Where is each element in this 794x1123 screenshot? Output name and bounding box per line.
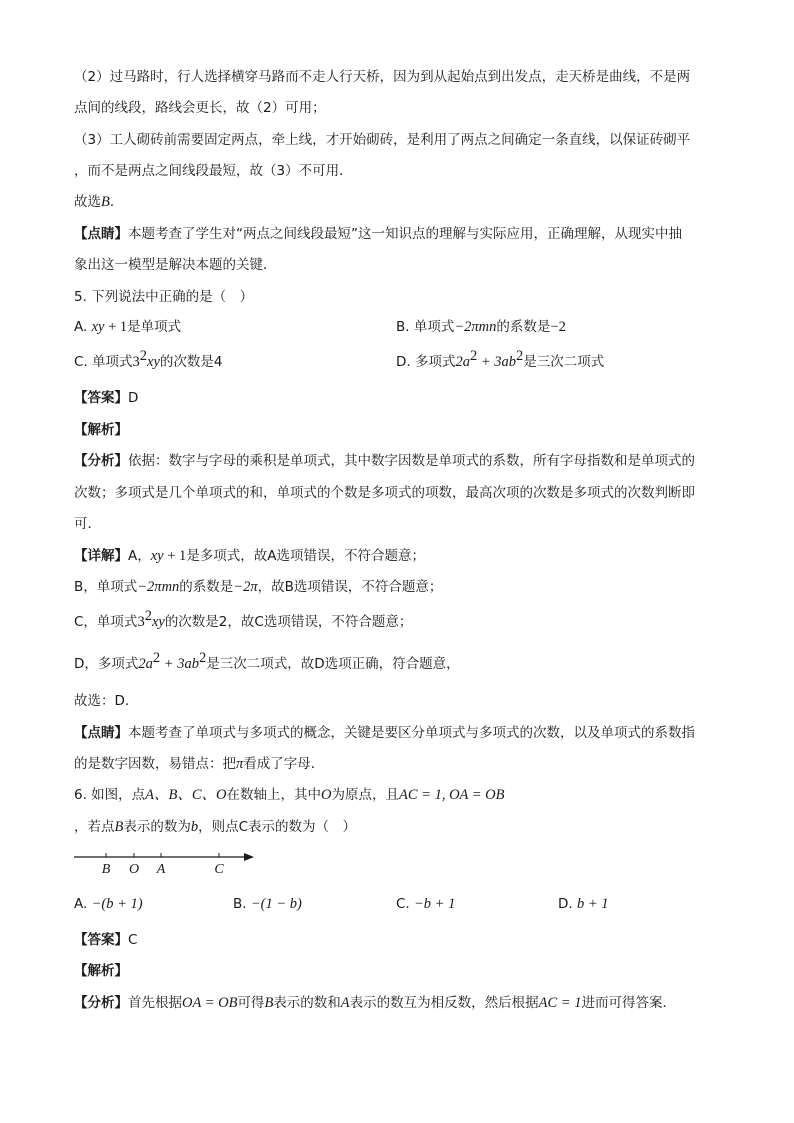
text-line: B，单项式−2πmn的系数是−2π，故B选项错误，不符合题意； [74, 579, 443, 595]
answer-5: 【答案】D [74, 390, 139, 406]
arrow-icon [244, 853, 254, 861]
text-line: ，若点B表示的数为b，则点C表示的数为（ ） [74, 819, 357, 835]
option-5c: C. 单项式$3^2xy$的次数是4 [74, 348, 223, 370]
point-label-o: O [128, 862, 140, 877]
answer-tag: 【答案】 [74, 932, 128, 948]
option-5d: D. 多项式$2a^2 + 3ab^2$是三次二项式 [396, 348, 605, 370]
option-6c: C. −b + 1 [396, 896, 456, 912]
number-line-figure [72, 846, 262, 878]
option-6d: D. b + 1 [558, 896, 609, 912]
analysis-tag: 【解析】 [74, 422, 128, 438]
text-line: D，多项式$2a^2 + 3ab^2$是三次二项式，故D选项正确，符合题意， [74, 650, 460, 672]
option-6a: A. −(b + 1) [74, 896, 143, 912]
dianjing-line: 【点睛】本题考查了单项式与多项式的概念，关键是要区分单项式与多项式的次数，以及单项式的系数指 [74, 725, 695, 741]
dianjing-tag: 【点睛】 [74, 725, 128, 741]
text-line: C，单项式$3^2xy$的次数是2，故C选项错误，不符合题意； [74, 608, 413, 630]
fenxi-tag: 【分析】 [74, 995, 128, 1011]
point-label-b: B [101, 862, 111, 877]
text-line: （2）过马路时，行人选择横穿马路而不走人行天桥，因为到从起始点到出发点，走天桥是曲线，不是两 [74, 69, 691, 85]
text-line: 故选B． [74, 194, 124, 210]
text-line: 的是数字因数，易错点：把π看成了字母． [74, 756, 325, 772]
answer-6: 【答案】C [74, 932, 138, 948]
dianjing-tag: 【点睛】 [74, 226, 128, 242]
fenxi-line: 【分析】依据：数字与字母的乘积是单项式，其中数字因数是单项式的系数，所有字母指数和是单项式的 [74, 453, 695, 469]
text-line: 可． [74, 516, 101, 532]
option-5b: B. 单项式−2πmn的系数是−2 [396, 319, 566, 335]
point-label-a: A [156, 862, 166, 877]
xiangjie-line: 【详解】A，xy + 1是多项式，故A选项错误，不符合题意； [74, 548, 426, 564]
question-6: 6. 如图，点A、B、C、O在数轴上，其中O为原点，且AC = 1, OA = OB [74, 787, 505, 803]
dianjing-line: 【点睛】本题考查了学生对“两点之间线段最短”这一知识点的理解与实际应用，正确理解，从现实中抽 [74, 226, 682, 242]
xiangjie-tag: 【详解】 [74, 548, 128, 564]
option-6b: B. −(1 − b) [233, 896, 302, 912]
point-label-c: C [214, 862, 224, 877]
text-line: 点间的线段，路线会更长，故（2）可用； [74, 100, 326, 116]
option-5a: A. xy + 1是单项式 [74, 319, 182, 335]
fenxi-line: 【分析】首先根据OA = OB可得B表示的数和A表示的数互为相反数，然后根据AC = 1进而可得答案． [74, 995, 676, 1011]
fenxi-tag: 【分析】 [74, 453, 128, 469]
text-line: 次数；多项式是几个单项式的和，单项式的个数是多项式的项数，最高次项的次数是多项式的次数判断即 [74, 485, 695, 501]
text-line: 象出这一模型是解决本题的关键． [74, 257, 277, 273]
question-5: 5. 下列说法中正确的是（ ） [74, 289, 254, 305]
text-line: ，而不是两点之间线段最短，故（3）不可用． [74, 163, 353, 179]
analysis-tag: 【解析】 [74, 963, 128, 979]
answer-tag: 【答案】 [74, 390, 128, 406]
text-line: 故选：D． [74, 693, 139, 709]
text-line: （3）工人砌砖前需要固定两点，牵上线，才开始砌砖，是利用了两点之间确定一条直线，以保证砖砌平 [74, 132, 691, 148]
